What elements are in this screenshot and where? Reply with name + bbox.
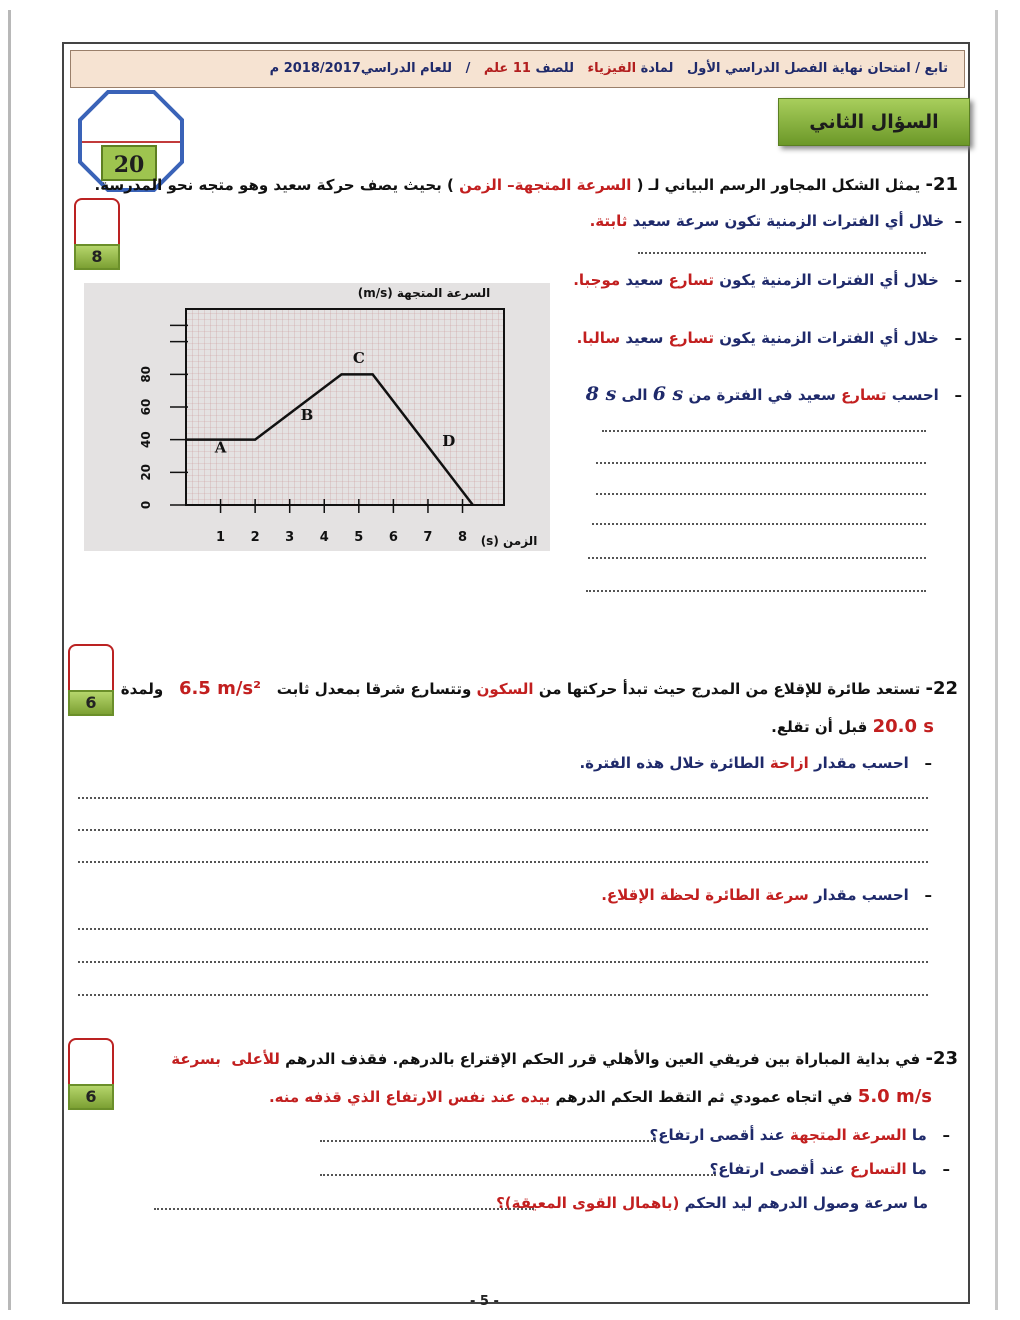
bullet: – [924,886,932,904]
q21-item-1-red: ثابتة. [589,212,628,230]
q23-line-1 [171,1048,958,1069]
header-grade: 11 علم [483,61,531,76]
x-tick-label: 3 [285,530,295,545]
answer-line[interactable] [602,430,926,432]
q23-line-2-a: في اتجاه عمودي ثم التقط الحكم الدرهم [555,1088,853,1106]
q23-item-1-post: عند أقصى ارتفاع؟ [649,1126,785,1144]
bullet: – [954,329,962,347]
q22-line-2-text: قبل أن تقلع. [771,718,868,736]
q22-line-1-red: السكون [476,680,534,698]
q21-item-4-to: الى [621,386,648,404]
header-year: 2018/2017 م [269,61,361,76]
x-tick-label: 1 [216,530,226,545]
q21-intro-b: ) بحيث يصف حركة سعيد وهو متجه نحو المدرسة. [94,176,454,194]
q21-item-3-text: خلال أي الفترات الزمنية يكون [719,329,939,347]
bullet: – [924,754,932,772]
y-tick-label: 60 [139,398,153,416]
q23-item-3-post: (باهمال القوى المعيقة)؟ [496,1194,680,1212]
velocity-time-graph [84,283,550,551]
q21-item-2 [573,271,962,289]
q21-item-3-red: تسارع [668,329,715,347]
q21-item-2-mid: سعيد [625,271,664,289]
answer-line[interactable] [638,252,926,254]
header-subject-label: لمادة [640,61,674,76]
q22-line-1-c: ولمدة [120,680,164,698]
q23-number: 23- [925,1048,958,1069]
q23-item-2-pre: ما [911,1160,927,1178]
answer-line[interactable] [596,462,926,464]
q22-item-1-red: ازاحة [769,754,809,772]
q21-item-1 [590,212,962,230]
y-tick-label: 20 [139,463,153,481]
q21-item-2-red: تسارع [668,271,715,289]
q21-item-2-text: خلال أي الفترات الزمنية يكون [719,271,939,289]
q21-number: 21- [925,174,958,195]
q22-item-2-pre: احسب مقدار [813,886,909,904]
q23-score-box [68,1038,114,1110]
q21-item-1-text: خلال أي الفترات الزمنية تكون سرعة سعيد [632,212,945,230]
q23-line-1-red: للأعلى [231,1050,280,1068]
answer-line[interactable] [596,493,926,495]
q21-intro [95,174,958,195]
y-tick-label: 40 [139,431,153,449]
x-tick-label: 4 [319,530,329,545]
answer-line[interactable] [586,590,926,592]
q21-item-3-mid: سعيد [625,329,664,347]
y-axis-label: السرعة المتجهة (m/s) [357,286,491,300]
answer-line[interactable] [154,1208,534,1210]
exam-header [70,50,965,88]
q23-item-3-pre: ما سرعة وصول الدرهم ليد الحكم [684,1194,928,1212]
segment-label-b: B [300,406,314,425]
q22-line-2 [771,716,934,737]
header-separator: / [465,61,471,76]
chart-svg [84,283,550,551]
q23-line-1-red2: بسرعة [171,1050,221,1068]
segment-label-a: A [214,438,227,457]
q22-item-1 [579,754,932,772]
q22-line-1 [121,678,958,699]
bullet: – [942,1160,950,1178]
answer-line[interactable] [78,994,928,996]
header-title: تابع / امتحان نهاية الفصل الدراسي الأول [686,61,948,76]
q23-item-2-red: التسارع [849,1160,907,1178]
x-axis-label: الزمن (s) [480,534,538,548]
q21-intro-a: يمثل الشكل المجاور الرسم البياني لـ ( [636,176,921,194]
answer-line[interactable] [592,523,926,525]
q21-item-4-text: احسب [891,386,939,404]
answer-line[interactable] [78,797,928,799]
q23-item-1-red: السرعة المتجهة [789,1126,907,1144]
q22-duration: 20.0 s [872,716,934,737]
x-tick-label: 8 [457,530,468,545]
q23-item-2-post: عند أقصى ارتفاع؟ [709,1160,845,1178]
q22-line-1-a: تستعد طائرة للإقلاع من المدرج حيث تبدأ حركتها من [538,680,921,698]
q22-acceleration: 6.5 m/s² [178,678,262,699]
q23-item-2 [710,1160,950,1178]
q22-score: 6 [68,690,114,716]
q21-score-box [74,198,120,270]
y-tick-label: 0 [139,500,153,510]
q23-item-1 [650,1126,950,1144]
bullet: – [954,212,962,230]
q21-item-4-mid: سعيد في الفترة من [688,386,836,404]
total-score: 20 [113,152,145,178]
answer-line[interactable] [320,1140,656,1142]
q21-item-2-red2: موجبا. [573,271,621,289]
q22-item-2-red: سرعة الطائرة لحظة الإقلاع. [601,886,809,904]
segment-label-c: C [352,348,365,367]
q21-item-3 [577,329,962,347]
answer-line[interactable] [588,557,926,559]
q23-item-3 [496,1194,928,1212]
bullet: – [942,1126,950,1144]
bullet: – [954,271,962,289]
q21-item-4 [586,383,962,405]
answer-line[interactable] [78,961,928,963]
q22-number: 22- [925,678,958,699]
q21-intro-red: السرعة المتجهة– الزمن [453,176,637,194]
q22-score-box [68,644,114,716]
q22-item-1-pre: احسب مقدار [813,754,909,772]
segment-label-d: D [442,432,456,451]
q21-item-4-red: تسارع [841,386,887,404]
x-tick-label: 6 [388,530,398,545]
q23-item-1-pre: ما [911,1126,927,1144]
page-footer: - 5 - [470,1294,499,1309]
answer-line[interactable] [78,928,928,930]
q21-time-start: 6 s [652,383,684,405]
plot-area [186,309,504,505]
q23-line-2 [269,1086,932,1107]
q21-time-end: 8 s [585,383,617,405]
q23-score: 6 [68,1084,114,1110]
x-tick-label: 2 [250,530,260,545]
header-year-label: للعام الدراسي [360,61,453,76]
q22-line-1-b: وتتسارع شرقا بمعدل ثابت [276,680,472,698]
bullet: – [954,386,962,404]
q22-item-1-post: الطائرة خلال هذه الفترة. [579,754,765,772]
x-tick-label: 7 [423,530,433,545]
q21-score: 8 [74,244,120,270]
q23-line-2-red: بيده عند نفس الارتفاع الذي قذفه منه. [268,1088,551,1106]
answer-line[interactable] [78,861,928,863]
answer-line[interactable] [320,1174,716,1176]
q21-item-3-red2: سالبا. [576,329,621,347]
header-grade-label: للصف [535,61,574,76]
section-title: السؤال الثاني [778,98,970,146]
answer-line[interactable] [78,829,928,831]
q23-speed: 5.0 m/s [857,1086,932,1107]
y-tick-label: 80 [139,365,153,383]
q22-item-2 [601,886,932,904]
q23-line-1-a: في بداية المباراة بين فريقي العين والأهلي قرر الحكم الإقتراع بالدرهم. فقذف الدرهم [285,1050,921,1068]
page-frame [62,42,970,1304]
header-subject: الفيزياء [587,61,637,76]
x-tick-label: 5 [354,530,364,545]
